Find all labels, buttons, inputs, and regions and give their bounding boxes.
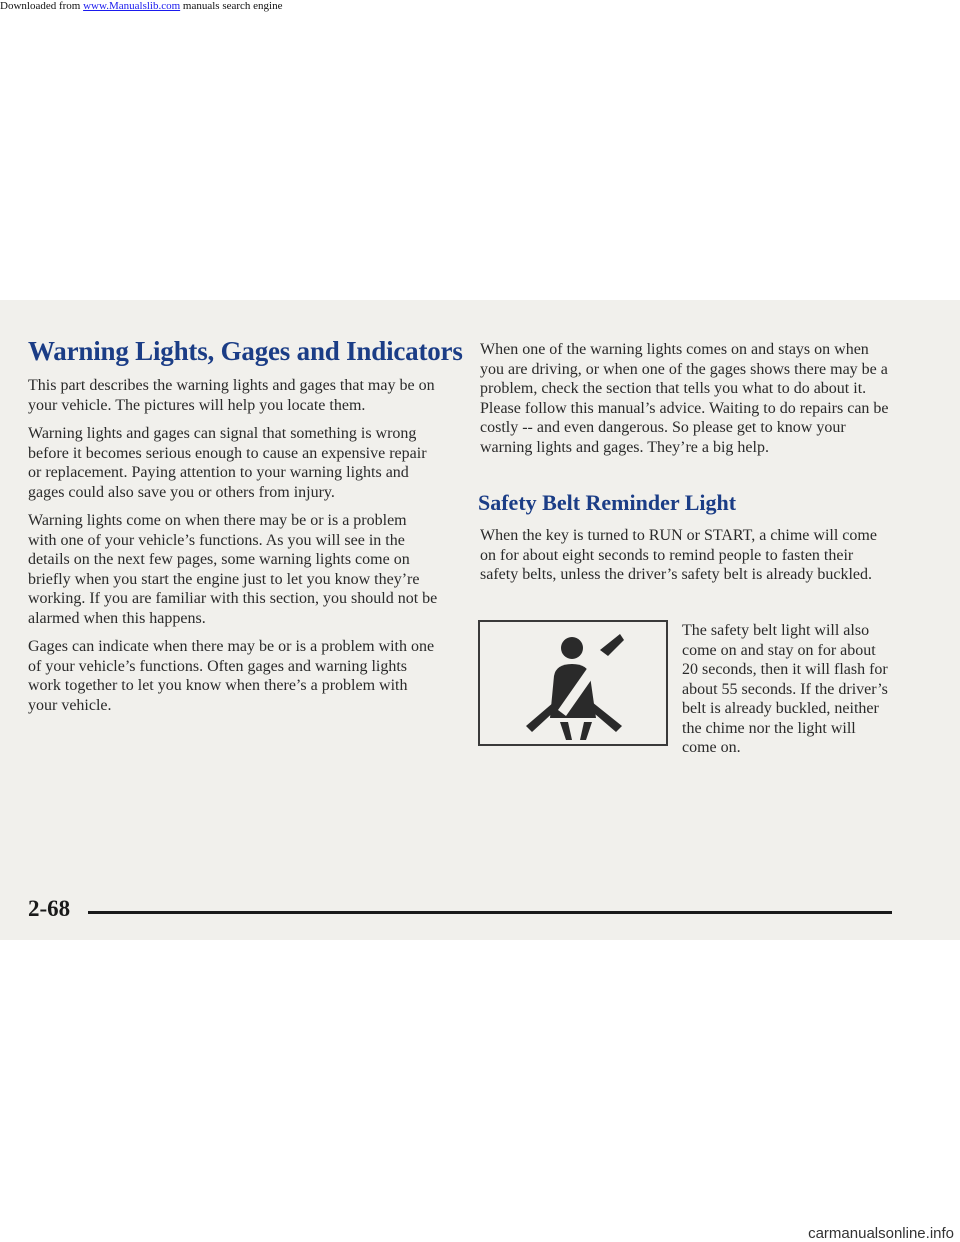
download-header-suffix: manuals search engine bbox=[180, 0, 283, 12]
section-title-safety-belt: Safety Belt Reminder Light bbox=[478, 490, 737, 515]
advice-paragraph: When one of the warning lights comes on and stays on when you are driving, or when one of the gages shows there may be a problem, check the section that tells you what to do about it. Please follow this manual’s advice. Waiting to do repairs can be costly -- and even dangerous. So please get to know your warning lights and gages. They’re a big help. bbox=[480, 341, 889, 456]
right-column-safety bbox=[480, 526, 895, 594]
page-number: 2-68 bbox=[28, 896, 71, 921]
safety-belt-paragraph: When the key is turned to RUN or START, a chime will come on for about eight seconds to remind people to fasten their safety belts, unless the driver’s safety belt is already buckled. bbox=[480, 527, 877, 583]
safety-belt-icon bbox=[480, 622, 666, 744]
right-column-top bbox=[480, 340, 895, 466]
footer-rule bbox=[88, 911, 892, 914]
safety-belt-figure bbox=[478, 620, 668, 746]
warning-lights-paragraph: Warning lights come on when there may be or is a problem with one of your vehicle’s functions. As you will see in the details on the next few pages, some warning lights come on briefly when you start the engine just to let you know they’re working. If you are familiar with this section, you should not be alarmed when this happens. bbox=[28, 512, 438, 627]
gages-paragraph: Gages can indicate when there may be or is a problem with one of your vehicle’s functions. Often gages and warning lights work together to let you know when there’s a problem with your vehicle. bbox=[28, 638, 435, 714]
left-column bbox=[28, 376, 438, 724]
watermark: carmanualsonline.info bbox=[808, 1225, 954, 1242]
download-header bbox=[0, 0, 282, 12]
manualslib-link[interactable]: www.Manualslib.com bbox=[83, 0, 181, 12]
download-header-prefix: Downloaded from bbox=[0, 0, 84, 12]
signal-paragraph: Warning lights and gages can signal that something is wrong before it becomes serious enough to cause an expensive repair or replacement. Paying attention to your warning lights and gages could also save you or others from injury. bbox=[28, 425, 427, 501]
intro-paragraph: This part describes the warning lights and gages that may be on your vehicle. The pictures will help you locate them. bbox=[28, 377, 435, 414]
section-title-warning-lights: Warning Lights, Gages and Indicators bbox=[28, 336, 463, 366]
safety-belt-light-description: The safety belt light will also come on and stay on for about 20 seconds, then it will flash for about 55 seconds. If the driver’s belt is already buckled, neither the chime nor the light will come on. bbox=[682, 622, 888, 756]
